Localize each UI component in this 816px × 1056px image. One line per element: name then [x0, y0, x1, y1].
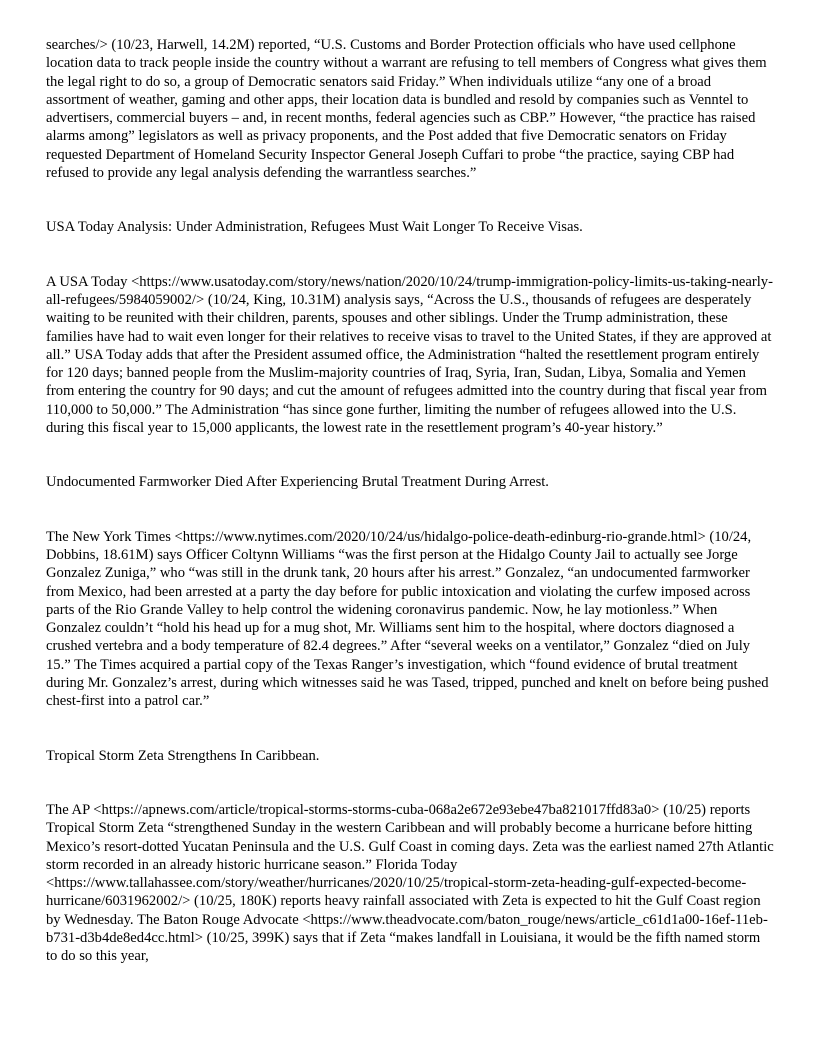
refugees-visas-headline: USA Today Analysis: Under Administration, Refugees Must Wait Longer To Receive Visas. — [46, 219, 583, 236]
refugees-visas-paragraph: A USA Today <https://www.usatoday.com/story/news/nation/2020/10/24/trump-immigration-policy-limits-us-taking-nearly-all-refugees/5984059002/> (10/24, King, 10.31M) analysis says, “Across the U.S., thousands of refugees are desperately waiting to be reunited with their children, parents, spouses and other siblings. Under the Trump administration, these families have had to wait even longer for their relatives to receive visas to travel to the United States, if they are approved at all.” USA Today adds that after the President assumed office, the Administration “halted the resettlement program entirely for 120 days; banned people from the Muslim-majority countries of Iraq, Syria, Iran, Sudan, Libya, Somalia and Yemen from entering the country for 90 days; and cut the amount of refugees admitted into the country during that fiscal year from 110,000 to 50,000.” The Administration “has since gone further, limiting the number of refugees allowed into the U.S. during this fiscal year to 15,000 applicants, the lowest rate in the resettlement program’s 40-year history.” — [46, 273, 773, 437]
spacer — [46, 492, 774, 528]
zeta-paragraph: The AP <https://apnews.com/article/tropical-storms-storms-cuba-068a2e672e93ebe47ba821017ffd83a0> (10/25) reports Tropical Storm Zeta “strengthened Sunday in the western Caribbean and will probably become a hurricane before hitting Mexico’s resort-dotted Yucatan Peninsula and the U.S. Gulf Coast in coming days. Zeta was the earliest named 27th Atlantic storm recorded in an already historic hurricane season.” Florida Today <https://www.tallahassee.com/story/weather/hurricanes/2020/10/25/tropical-storm-zeta-heading-gulf-expected-become-hurricane/6031962002/> (10/25, 180K) reports heavy rainfall associated with Zeta is expected to hit the Gulf Coast region by Wednesday. The Baton Rouge Advocate <https://www.theadvocate.com/baton_rouge/news/article_c61d1a00-16ef-11eb-b731-d3b4de8ed4cc.html> (10/25, 399K) says that if Zeta “makes landfall in Louisiana, it would be the fifth named storm to do so this year, — [46, 801, 774, 965]
spacer — [46, 237, 774, 273]
cbp-location-data-paragraph: searches/> (10/23, Harwell, 14.2M) reported, “U.S. Customs and Border Protection officials who have used cellphone location data to track people inside the country without a warrant are refusing to tell members of Congress what gives them the legal right to do so, a group of Democratic senators said Friday.” When individuals utilize “any one of a broad assortment of weather, gaming and other apps, their location data is bundled and resold by companies such as Venntel to advertisers, commercial buyers – and, in recent months, federal agencies such as CBP.” However, “the practice has raised alarms among” legislators as well as privacy proponents, and the Post added that five Democratic senators on Friday requested Department of Homeland Security Inspector General Joseph Cuffari to probe “the practice, saying CBP had refused to provide any legal analysis defending the warrantless searches.” — [46, 37, 767, 182]
spacer — [46, 437, 774, 473]
zeta-headline: Tropical Storm Zeta Strengthens In Caribbean. — [46, 747, 320, 764]
spacer — [46, 711, 774, 747]
farmworker-headline: Undocumented Farmworker Died After Experiencing Brutal Treatment During Arrest. — [46, 474, 549, 491]
spacer — [46, 765, 774, 801]
farmworker-paragraph: The New York Times <https://www.nytimes.com/2020/10/24/us/hidalgo-police-death-edinburg-rio-grande.html> (10/24, Dobbins, 18.61M) says Officer Coltynn Williams “was the first person at the Hidalgo County Jail to actually see Jorge Gonzalez Zuniga,” who “was still in the drunk tank, 20 hours after his arrest.” Gonzalez, “an undocumented farmworker from Mexico, had been arrested at a party the day before for public intoxication and violating the curfew imposed across parts of the Rio Grande Valley to help control the widening coronavirus pandemic. Now, he lay motionless.” When Gonzalez couldn’t “hold his head up for a mug shot, Mr. Williams sent him to the hospital, where doctors diagnosed a crushed vertebra and a body temperature of 82.4 degrees.” After “several weeks on a ventilator,” Gonzalez “died on July 15.” The Times acquired a partial copy of the Texas Ranger’s investigation, which “found evidence of brutal treatment during Mr. Gonzalez’s arrest, during which witnesses said he was Tased, tripped, punched and knelt on before being pushed chest-first into a patrol car.” — [46, 528, 769, 710]
spacer — [46, 182, 774, 218]
document-page — [46, 36, 774, 966]
